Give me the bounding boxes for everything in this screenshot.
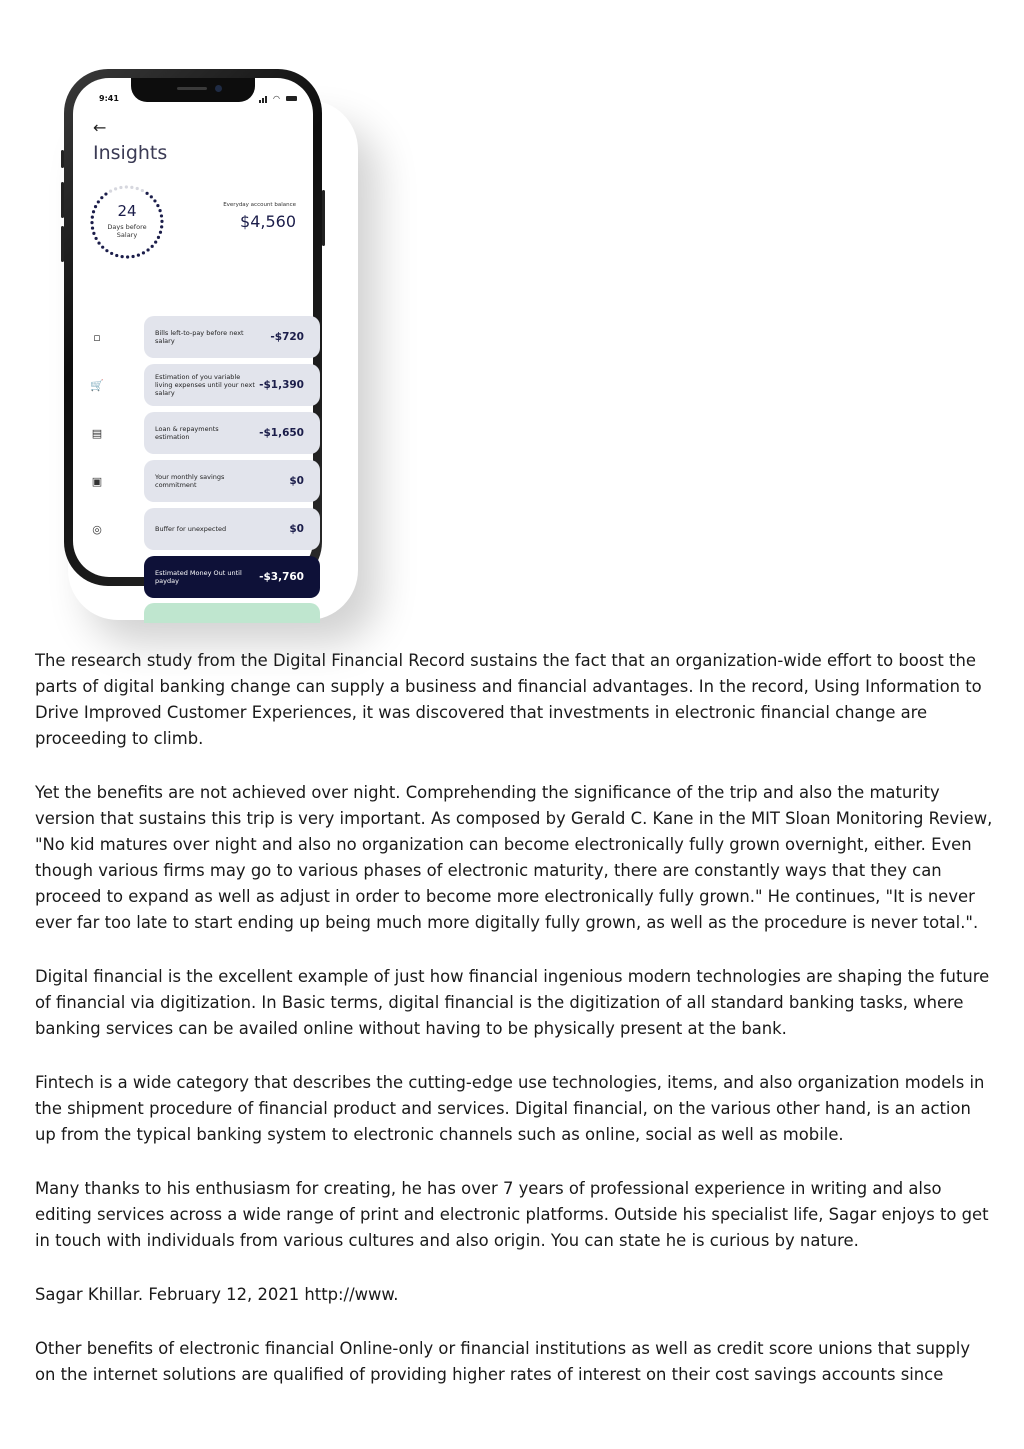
row-label: Estimated Money Out until payday [155,569,242,585]
ring-dot [115,254,118,257]
ring-dot [131,255,134,258]
row-label: Buffer for unexpected [155,525,227,533]
row-amount: -$1,390 [259,379,304,391]
bill-icon: ▫ [93,330,101,344]
row-amount: -$1,650 [259,427,304,439]
row-label: Loan & repayments estimation [155,425,219,441]
phone-screen [73,78,313,585]
wifi-icon: ◠ [273,94,280,103]
front-camera [215,85,222,92]
ring-dot [160,220,163,223]
speaker-grille [177,87,207,90]
ring-dot [157,236,160,239]
list-item-bills[interactable] [144,316,320,358]
ring-dot [104,192,107,195]
paragraph: The research study from the Digital Financial Record sustains the fact that an organization-wide effort to boost the parts of digital banking change can supply a business and financial advantages. In the record, Using Information to Drive Improved Customer Experiences, it was discovered that investments in electronic financial change are proceeding to climb. [35,651,982,748]
balance-value: $4,560 [240,212,296,231]
ring-dot [160,225,163,228]
paragraph: Many thanks to his enthusiasm for creating, he has over 7 years of professional experience in writing and also editing services across a wide range of print and electronic platforms. Outside his specialist life, Sagar enjoys to get in touch with individuals from various cultures and also origin. You can state he is curious by nature. [35,1179,989,1250]
screen-title: Insights [93,142,168,164]
status-time: 9:41 [99,94,119,103]
next-card-peek [144,603,320,623]
status-icons [259,95,297,103]
list-item-buffer[interactable] [144,508,320,550]
ring-dot [159,231,162,234]
list-item-savings[interactable] [144,460,320,502]
byline: Sagar Khillar. February 12, 2021 http://www. [35,1285,399,1304]
ring-dot [91,226,94,229]
row-amount: -$3,760 [259,571,304,583]
ring-dot [97,241,100,244]
ring-dot [126,255,129,258]
ring-dot [92,232,95,235]
ring-dot [101,246,104,249]
ring-dot [145,192,148,195]
paragraph: Fintech is a wide category that describes the cutting-edge use technologies, items, and also organization models in the shipment procedure of financial product and services. Digital financial, on the various other hand, is an action up from the typical banking system to electronic channels such as online, social as well as mobile. [35,1073,985,1144]
signal-bar [265,96,267,103]
ring-dot [137,253,140,256]
card-icon: ▤ [91,426,103,440]
ring-dot [146,248,149,251]
ring-dot [150,195,153,198]
jar-icon: ▣ [91,474,103,488]
row-amount: $0 [289,523,304,535]
ring-dot [125,185,128,188]
ring-dot [110,252,113,255]
balance-label: Everyday account balance [223,202,296,208]
paragraph: Other benefits of electronic financial Online-only or financial institutions as well as credit score unions that supply on the internet solutions are qualified of providing higher rates of interest on their cost savings accounts since [35,1339,971,1384]
row-amount: $0 [289,475,304,487]
ring-dot [114,187,117,190]
row-label: Bills left-to-pay before next salary [155,329,244,345]
arrow-left-icon[interactable]: ← [93,118,107,137]
ring-dot [105,249,108,252]
lifebuoy-icon: ◎ [92,522,102,536]
ring-dot [121,255,124,258]
battery-icon [286,96,297,101]
days-count: 24 [117,202,137,220]
ring-dot [130,186,133,189]
ring-dot [151,245,154,248]
list-item-loan[interactable] [144,412,320,454]
phone-power-button [322,190,325,246]
signal-bar [262,98,264,103]
days-progress-ring [87,182,167,262]
article-body [35,648,995,1416]
row-label: Your monthly savings commitment [155,473,225,489]
ring-dot [154,240,157,243]
ring-dot [100,196,103,199]
row-label: Estimation of you variable living expenses until your next salary [155,373,255,397]
signal-icon [259,100,261,103]
phone-mockup-image [28,40,380,620]
list-item-living-expenses[interactable] [144,364,320,406]
paragraph: Yet the benefits are not achieved over night. Comprehending the significance of the trip and also the maturity version that sustains this trip is very important. As composed by Gerald C. Kane in the MIT Sloan Monitoring Review, "No kid matures over night and also no organization can become electronically fully grown overnight, either. Even though various firms may go to various phases of electronic maturity, there are constantly ways that they can proceed to expand as well as adjust in order to become more electronically fully grown." He continues, "It is never ever far too late to start ending up being much more digitally fully grown, as well as the procedure is never total.". [35,783,993,932]
row-amount: -$720 [270,331,304,343]
ring-dot [136,187,139,190]
cart-icon: 🛒 [90,378,104,392]
ring-dot [142,251,145,254]
list-item-total-money-out[interactable] [144,556,320,598]
days-caption: Days before Salary [107,223,147,239]
ring-dot [119,186,122,189]
ring-dot [109,189,112,192]
paragraph: Digital financial is the excellent example of just how financial ingenious modern technologies are shaping the future of financial via digitization. In Basic terms, digital financial is the digitization of all standard banking tasks, where banking services can be availed online without having to be physically present at the bank. [35,967,990,1038]
phone-notch [131,78,255,102]
ring-dot [90,221,93,224]
ring-dot [141,189,144,192]
